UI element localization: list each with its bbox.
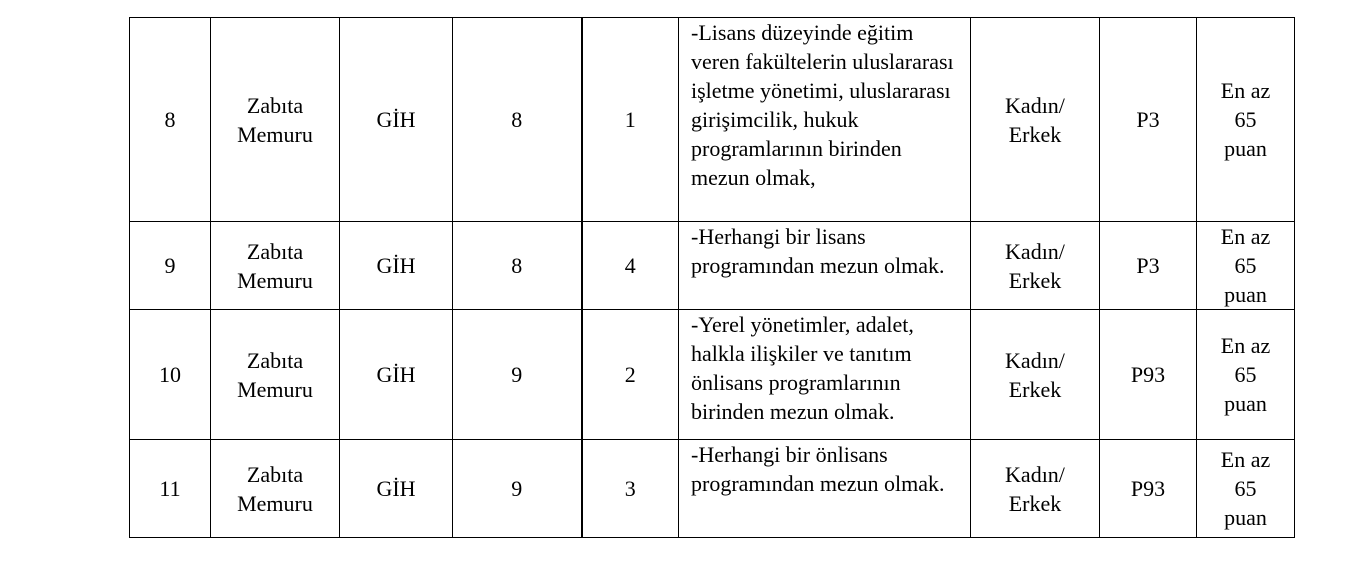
count-cell: 2	[582, 310, 679, 440]
position-title-line: Memuru	[237, 376, 313, 402]
position-title-line: Memuru	[237, 121, 313, 147]
table-row	[130, 222, 1295, 310]
class-cell: GİH	[340, 18, 453, 222]
class-cell: GİH	[340, 440, 453, 538]
table-row	[130, 310, 1295, 440]
position-title-line: Zabıta	[246, 92, 304, 118]
class-cell: GİH	[340, 310, 453, 440]
gender-line: Kadın/	[1005, 238, 1065, 264]
position-title-cell	[211, 18, 340, 222]
position-title-cell	[211, 440, 340, 538]
count-cell: 3	[582, 440, 679, 538]
grade-cell: 9	[453, 310, 582, 440]
min-score-line: 65	[1234, 476, 1257, 501]
min-score-line: 65	[1234, 107, 1257, 132]
class-cell: GİH	[340, 222, 453, 310]
gender-cell	[971, 440, 1100, 538]
min-score-line: puan	[1224, 136, 1267, 161]
position-title-cell	[211, 310, 340, 440]
requirement-cell: -Lisans düzeyinde eğitim veren fakültelerin uluslararası işletme yönetimi, uluslararası girişimcilik, hukuk programlarının birinden mezun olmak,	[679, 18, 971, 222]
requirement-cell: -Herhangi bir lisans programından mezun olmak.	[679, 222, 971, 310]
count-cell: 4	[582, 222, 679, 310]
requirement-cell: -Yerel yönetimler, adalet, halkla ilişkiler ve tanıtım önlisans programlarının birinden mezun olmak.	[679, 310, 971, 440]
kpss-type-cell: P3	[1100, 222, 1197, 310]
position-title-cell	[211, 222, 340, 310]
table-row	[130, 440, 1295, 538]
gender-line: Erkek	[1008, 267, 1062, 293]
position-title-line: Zabıta	[246, 347, 304, 373]
gender-line: Kadın/	[1005, 461, 1065, 487]
min-score-line: 65	[1234, 362, 1257, 387]
gender-cell	[971, 18, 1100, 222]
min-score-line: puan	[1224, 391, 1267, 416]
min-score-cell	[1197, 18, 1295, 222]
gender-line: Erkek	[1008, 376, 1062, 402]
kpss-type-cell: P3	[1100, 18, 1197, 222]
row-number-cell: 11	[130, 440, 211, 538]
requirement-cell: -Herhangi bir önlisans programından mezun olmak.	[679, 440, 971, 538]
min-score-line: 65	[1234, 253, 1257, 278]
gender-line: Kadın/	[1005, 92, 1065, 118]
position-title-line: Zabıta	[246, 461, 304, 487]
position-title-line: Memuru	[237, 267, 313, 293]
min-score-line: puan	[1224, 282, 1267, 307]
row-number-cell: 10	[130, 310, 211, 440]
table-row	[130, 18, 1295, 222]
grade-cell: 8	[453, 18, 582, 222]
kpss-type-cell: P93	[1100, 440, 1197, 538]
gender-cell	[971, 222, 1100, 310]
gender-line: Kadın/	[1005, 347, 1065, 373]
positions-table	[129, 17, 1295, 538]
position-title-line: Memuru	[237, 490, 313, 516]
row-number-cell: 8	[130, 18, 211, 222]
gender-line: Erkek	[1008, 490, 1062, 516]
position-title-line: Zabıta	[246, 238, 304, 264]
gender-line: Erkek	[1008, 121, 1062, 147]
row-number-cell: 9	[130, 222, 211, 310]
min-score-cell	[1197, 310, 1295, 440]
min-score-line: En az	[1220, 78, 1271, 103]
count-cell: 1	[582, 18, 679, 222]
kpss-type-cell: P93	[1100, 310, 1197, 440]
min-score-line: puan	[1224, 505, 1267, 530]
min-score-cell	[1197, 222, 1295, 310]
min-score-line: En az	[1220, 224, 1271, 249]
min-score-cell	[1197, 440, 1295, 538]
min-score-line: En az	[1220, 333, 1271, 358]
min-score-line: En az	[1220, 447, 1271, 472]
grade-cell: 9	[453, 440, 582, 538]
gender-cell	[971, 310, 1100, 440]
grade-cell: 8	[453, 222, 582, 310]
